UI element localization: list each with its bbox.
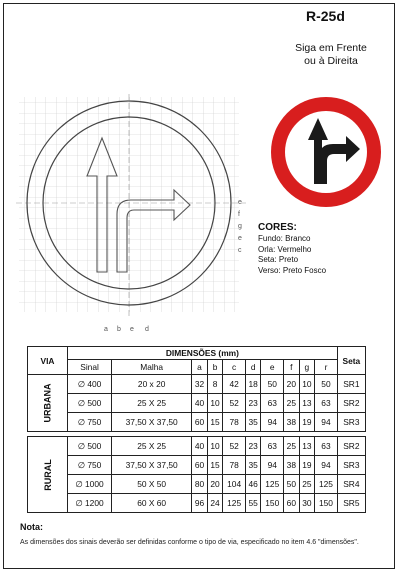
dim-letter-e-right: e bbox=[238, 199, 242, 206]
table-cell: 125 bbox=[261, 475, 284, 494]
table-cell: 13 bbox=[299, 437, 315, 456]
color-fundo: Fundo: Branco bbox=[258, 234, 311, 243]
table-cell: 52 bbox=[223, 394, 246, 413]
via-group-text: URBANA bbox=[42, 383, 53, 423]
table-cell: 24 bbox=[207, 494, 223, 513]
col-b: b bbox=[207, 360, 223, 375]
dimensions-table bbox=[27, 346, 366, 513]
table-cell: ∅ 750 bbox=[68, 413, 112, 432]
table-cell: 60 bbox=[284, 494, 300, 513]
table-cell: SR4 bbox=[337, 475, 365, 494]
table-cell: 10 bbox=[299, 375, 315, 394]
table-cell: 50 bbox=[315, 375, 338, 394]
dim-letter-e-bottom: e bbox=[130, 326, 134, 333]
table-cell: 15 bbox=[207, 413, 223, 432]
table-cell: SR5 bbox=[337, 494, 365, 513]
table-cell: 50 bbox=[261, 375, 284, 394]
table-row bbox=[28, 413, 366, 432]
col-f: f bbox=[284, 360, 300, 375]
dim-letter-d: d bbox=[145, 326, 149, 333]
table-cell: ∅ 500 bbox=[68, 437, 112, 456]
table-row bbox=[28, 375, 366, 394]
color-seta: Seta: Preto bbox=[258, 255, 299, 264]
table-cell: 150 bbox=[261, 494, 284, 513]
color-verso: Verso: Preto Fosco bbox=[258, 265, 327, 275]
table-cell: 8 bbox=[207, 375, 223, 394]
table-cell: ∅ 1000 bbox=[68, 475, 112, 494]
dim-letter-b: b bbox=[117, 326, 121, 333]
table-cell: 35 bbox=[245, 456, 261, 475]
table-cell: 60 X 60 bbox=[112, 494, 192, 513]
table-row bbox=[28, 456, 366, 475]
group-urbana bbox=[28, 375, 366, 432]
col-sinal: Sinal bbox=[68, 360, 112, 375]
table-cell: 52 bbox=[223, 437, 246, 456]
colors-legend bbox=[258, 222, 326, 276]
note-text: As dimensões dos sinais deverão ser definidas conforme o tipo de via, especificado no item 4.6 "dimensões". bbox=[20, 539, 359, 546]
table-cell: 96 bbox=[192, 494, 208, 513]
via-group-label bbox=[28, 437, 68, 513]
table-cell: 37,50 X 37,50 bbox=[112, 456, 192, 475]
table-cell: 15 bbox=[207, 456, 223, 475]
sign-code: R-25d bbox=[306, 8, 345, 24]
col-e: e bbox=[261, 360, 284, 375]
table-cell: 80 bbox=[192, 475, 208, 494]
table-cell: 13 bbox=[299, 394, 315, 413]
seta-header: Seta bbox=[337, 347, 365, 375]
dimensions-header: DIMENSÕES (mm) bbox=[68, 347, 338, 360]
table-cell: 40 bbox=[192, 394, 208, 413]
table-cell: 60 bbox=[192, 456, 208, 475]
table-cell: 18 bbox=[245, 375, 261, 394]
group-rural bbox=[28, 437, 366, 513]
table-row bbox=[28, 494, 366, 513]
table-cell: 94 bbox=[315, 456, 338, 475]
table-cell: 19 bbox=[299, 413, 315, 432]
table-cell: 25 X 25 bbox=[112, 437, 192, 456]
sign-illustration bbox=[270, 96, 382, 208]
sign-name-line2: ou à Direita bbox=[304, 55, 358, 67]
table-cell: 25 X 25 bbox=[112, 394, 192, 413]
table-cell: 25 bbox=[284, 437, 300, 456]
table-cell: 20 bbox=[284, 375, 300, 394]
table-cell: 38 bbox=[284, 413, 300, 432]
table-cell: 20 x 20 bbox=[112, 375, 192, 394]
table-cell: 50 X 50 bbox=[112, 475, 192, 494]
table-cell: 60 bbox=[192, 413, 208, 432]
table-row bbox=[28, 394, 366, 413]
table-cell: 94 bbox=[261, 413, 284, 432]
table-cell: 42 bbox=[223, 375, 246, 394]
table-cell: 25 bbox=[299, 475, 315, 494]
table-cell: 125 bbox=[315, 475, 338, 494]
col-c: c bbox=[223, 360, 246, 375]
via-group-label bbox=[28, 375, 68, 432]
table-cell: ∅ 500 bbox=[68, 394, 112, 413]
table-cell: 94 bbox=[261, 456, 284, 475]
table-cell: 46 bbox=[245, 475, 261, 494]
dim-letter-a: a bbox=[104, 326, 108, 333]
color-orla: Orla: Vermelho bbox=[258, 244, 312, 254]
table-cell: 125 bbox=[223, 494, 246, 513]
table-cell: 23 bbox=[245, 437, 261, 456]
table-cell: 78 bbox=[223, 456, 246, 475]
table-cell: 37,50 X 37,50 bbox=[112, 413, 192, 432]
table-cell: 63 bbox=[315, 394, 338, 413]
table-cell: ∅ 1200 bbox=[68, 494, 112, 513]
col-g: g bbox=[299, 360, 315, 375]
table-cell: 20 bbox=[207, 475, 223, 494]
col-d: d bbox=[245, 360, 261, 375]
col-malha: Malha bbox=[112, 360, 192, 375]
note-title: Nota: bbox=[20, 522, 43, 532]
table-cell: 10 bbox=[207, 437, 223, 456]
table-cell: 23 bbox=[245, 394, 261, 413]
dim-letter-g: g bbox=[238, 223, 242, 230]
table-cell: 19 bbox=[299, 456, 315, 475]
table-cell: SR2 bbox=[337, 437, 365, 456]
dim-letter-f: f bbox=[238, 211, 240, 218]
via-header: VIA bbox=[28, 347, 68, 375]
table-cell: SR3 bbox=[337, 456, 365, 475]
table-cell: ∅ 400 bbox=[68, 375, 112, 394]
table-cell: SR3 bbox=[337, 413, 365, 432]
table-cell: 63 bbox=[315, 437, 338, 456]
table-cell: 25 bbox=[284, 394, 300, 413]
table-cell: 50 bbox=[284, 475, 300, 494]
table-cell: 55 bbox=[245, 494, 261, 513]
construction-drawing bbox=[14, 92, 254, 338]
table-cell: 78 bbox=[223, 413, 246, 432]
table-cell: SR1 bbox=[337, 375, 365, 394]
dim-letter-c: c bbox=[238, 247, 242, 254]
table-cell: 32 bbox=[192, 375, 208, 394]
table-cell: 104 bbox=[223, 475, 246, 494]
table-cell: 10 bbox=[207, 394, 223, 413]
table-cell: 63 bbox=[261, 437, 284, 456]
colors-title: CORES: bbox=[258, 222, 297, 233]
via-group-text: RURAL bbox=[42, 458, 53, 491]
table-cell: 150 bbox=[315, 494, 338, 513]
table-cell: 35 bbox=[245, 413, 261, 432]
sign-name bbox=[276, 42, 386, 68]
table-cell: SR2 bbox=[337, 394, 365, 413]
dim-letter-e2-right: e bbox=[238, 235, 242, 242]
table-row bbox=[28, 437, 366, 456]
table-cell: ∅ 750 bbox=[68, 456, 112, 475]
col-a: a bbox=[192, 360, 208, 375]
sign-name-line1: Siga em Frente bbox=[295, 42, 367, 54]
table-cell: 38 bbox=[284, 456, 300, 475]
table-cell: 63 bbox=[261, 394, 284, 413]
table-cell: 30 bbox=[299, 494, 315, 513]
table-row bbox=[28, 475, 366, 494]
table-cell: 94 bbox=[315, 413, 338, 432]
col-r: r bbox=[315, 360, 338, 375]
table-cell: 40 bbox=[192, 437, 208, 456]
